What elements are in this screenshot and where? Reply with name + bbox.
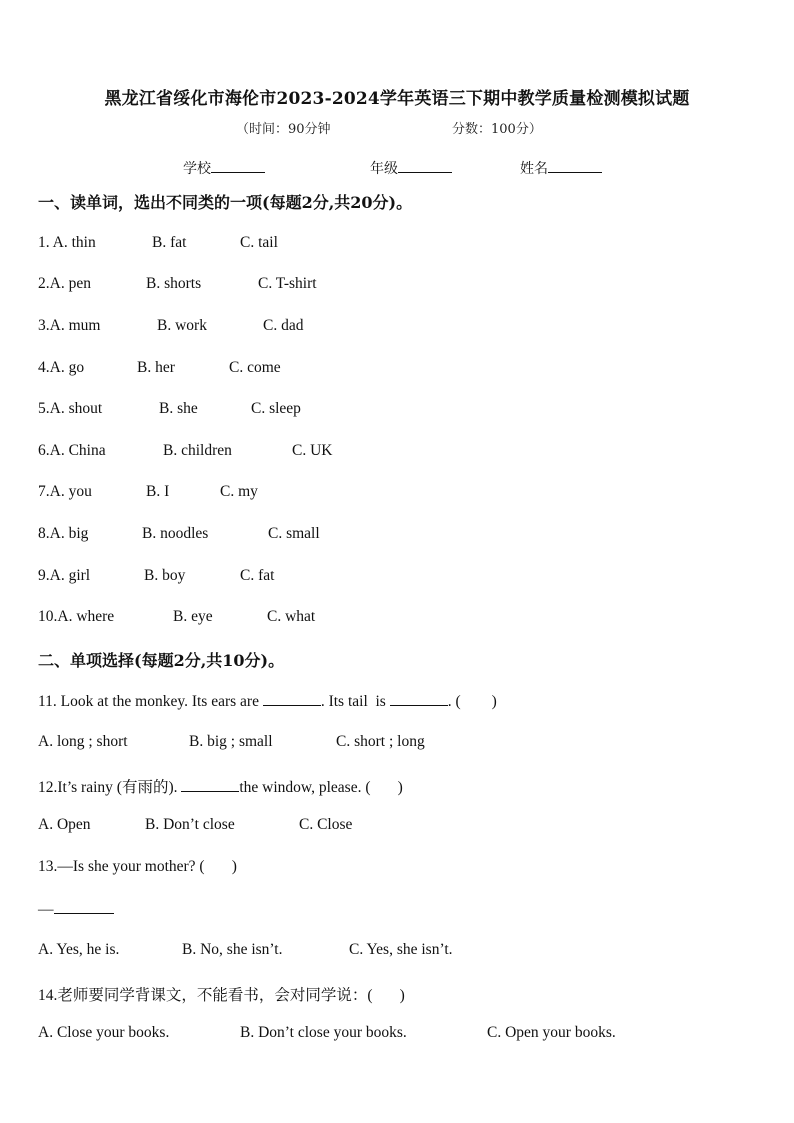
q11-text-1: 11. Look at the monkey. Its ears are [38,693,259,710]
section2-heading: 二、单项选择(每题2分,共10分)。 [38,651,285,670]
question-11 [38,691,497,711]
q3-option-a: 3.A. mum [38,317,101,334]
school-field [183,158,265,178]
q7-option-a: 7.A. you [38,483,92,500]
q14-option-b: B. Don’t close your books. [240,1024,407,1041]
q4-option-a: 4.A. go [38,359,85,376]
q10-option-b: B. eye [173,608,213,625]
q5-option-c: C. sleep [251,400,301,417]
q2-option-a: 2.A. pen [38,275,91,292]
q6-option-c: C. UK [292,442,333,459]
q12-option-c: C. Close [299,816,353,833]
q12-text-1: 12.It’s rainy (有雨的). [38,779,178,796]
q7-option-c: C. my [220,483,258,500]
school-label: 学校 [183,161,211,177]
name-field [520,158,602,178]
q5-option-b: B. she [159,400,198,417]
q11-blank-2 [390,691,448,706]
q6-option-a: 6.A. China [38,442,106,459]
q8-option-c: C. small [268,525,320,542]
q12-option-a: A. Open [38,816,91,833]
q11-text-2: . Its tail is [320,693,386,710]
q1-option-b: B. fat [152,234,187,251]
q10-option-a: 10.A. where [38,608,115,625]
q3-option-b: B. work [157,317,207,334]
question-12 [38,775,403,797]
exam-time: （时间：90分钟 [236,122,331,137]
page-title: 黑龙江省绥化市海伦市2023-2024学年英语三下期中教学质量检测模拟试题 [104,89,690,109]
q12-text-2: the window, please. ( ) [239,779,403,796]
grade-blank [398,158,452,173]
q8-option-b: B. noodles [142,525,209,542]
q9-option-c: C. fat [240,567,275,584]
section1-heading: 一、读单词，选出不同类的一项(每题2分,共20分)。 [38,193,413,212]
q9-option-a: 9.A. girl [38,567,91,584]
grade-label: 年级 [370,161,398,177]
q3-option-c: C. dad [263,317,304,334]
q14-option-a: A. Close your books. [38,1024,170,1041]
question-13: 13.—Is she your mother? ( ) [38,858,237,875]
q14-option-c: C. Open your books. [487,1024,616,1041]
q13-dash: — [38,901,54,918]
q2-option-b: B. shorts [146,275,202,292]
exam-score: 分数：100分） [452,122,542,137]
school-blank [211,158,265,173]
grade-field [370,158,452,178]
q13-option-c: C. Yes, she isn’t. [349,941,453,958]
name-blank [548,158,602,173]
q2-option-c: C. T-shirt [258,275,317,292]
q13-option-b: B. No, she isn’t. [182,941,283,958]
q1-option-a: 1. A. thin [38,234,96,251]
q10-option-c: C. what [267,608,316,625]
q9-option-b: B. boy [144,567,186,584]
q6-option-b: B. children [163,442,232,459]
q4-option-c: C. come [229,359,281,376]
q12-option-b: B. Don’t close [145,816,235,833]
q4-option-b: B. her [137,359,175,376]
q11-option-c: C. short ; long [336,733,425,750]
q13-blank [54,899,114,914]
q7-option-b: B. I [146,483,170,500]
q11-option-b: B. big ; small [189,733,273,750]
q1-option-c: C. tail [240,234,278,251]
name-label: 姓名 [520,161,548,177]
question-14: 14.老师要同学背课文，不能看书，会对同学说：( ) [38,987,405,1004]
q13-option-a: A. Yes, he is. [38,941,120,958]
q8-option-a: 8.A. big [38,525,89,542]
q11-blank-1 [263,691,321,706]
q11-option-a: A. long ; short [38,733,128,750]
q5-option-a: 5.A. shout [38,400,103,417]
q13-answer-line [38,899,114,919]
q12-blank [181,777,239,792]
q11-text-3: . ( ) [447,693,497,710]
